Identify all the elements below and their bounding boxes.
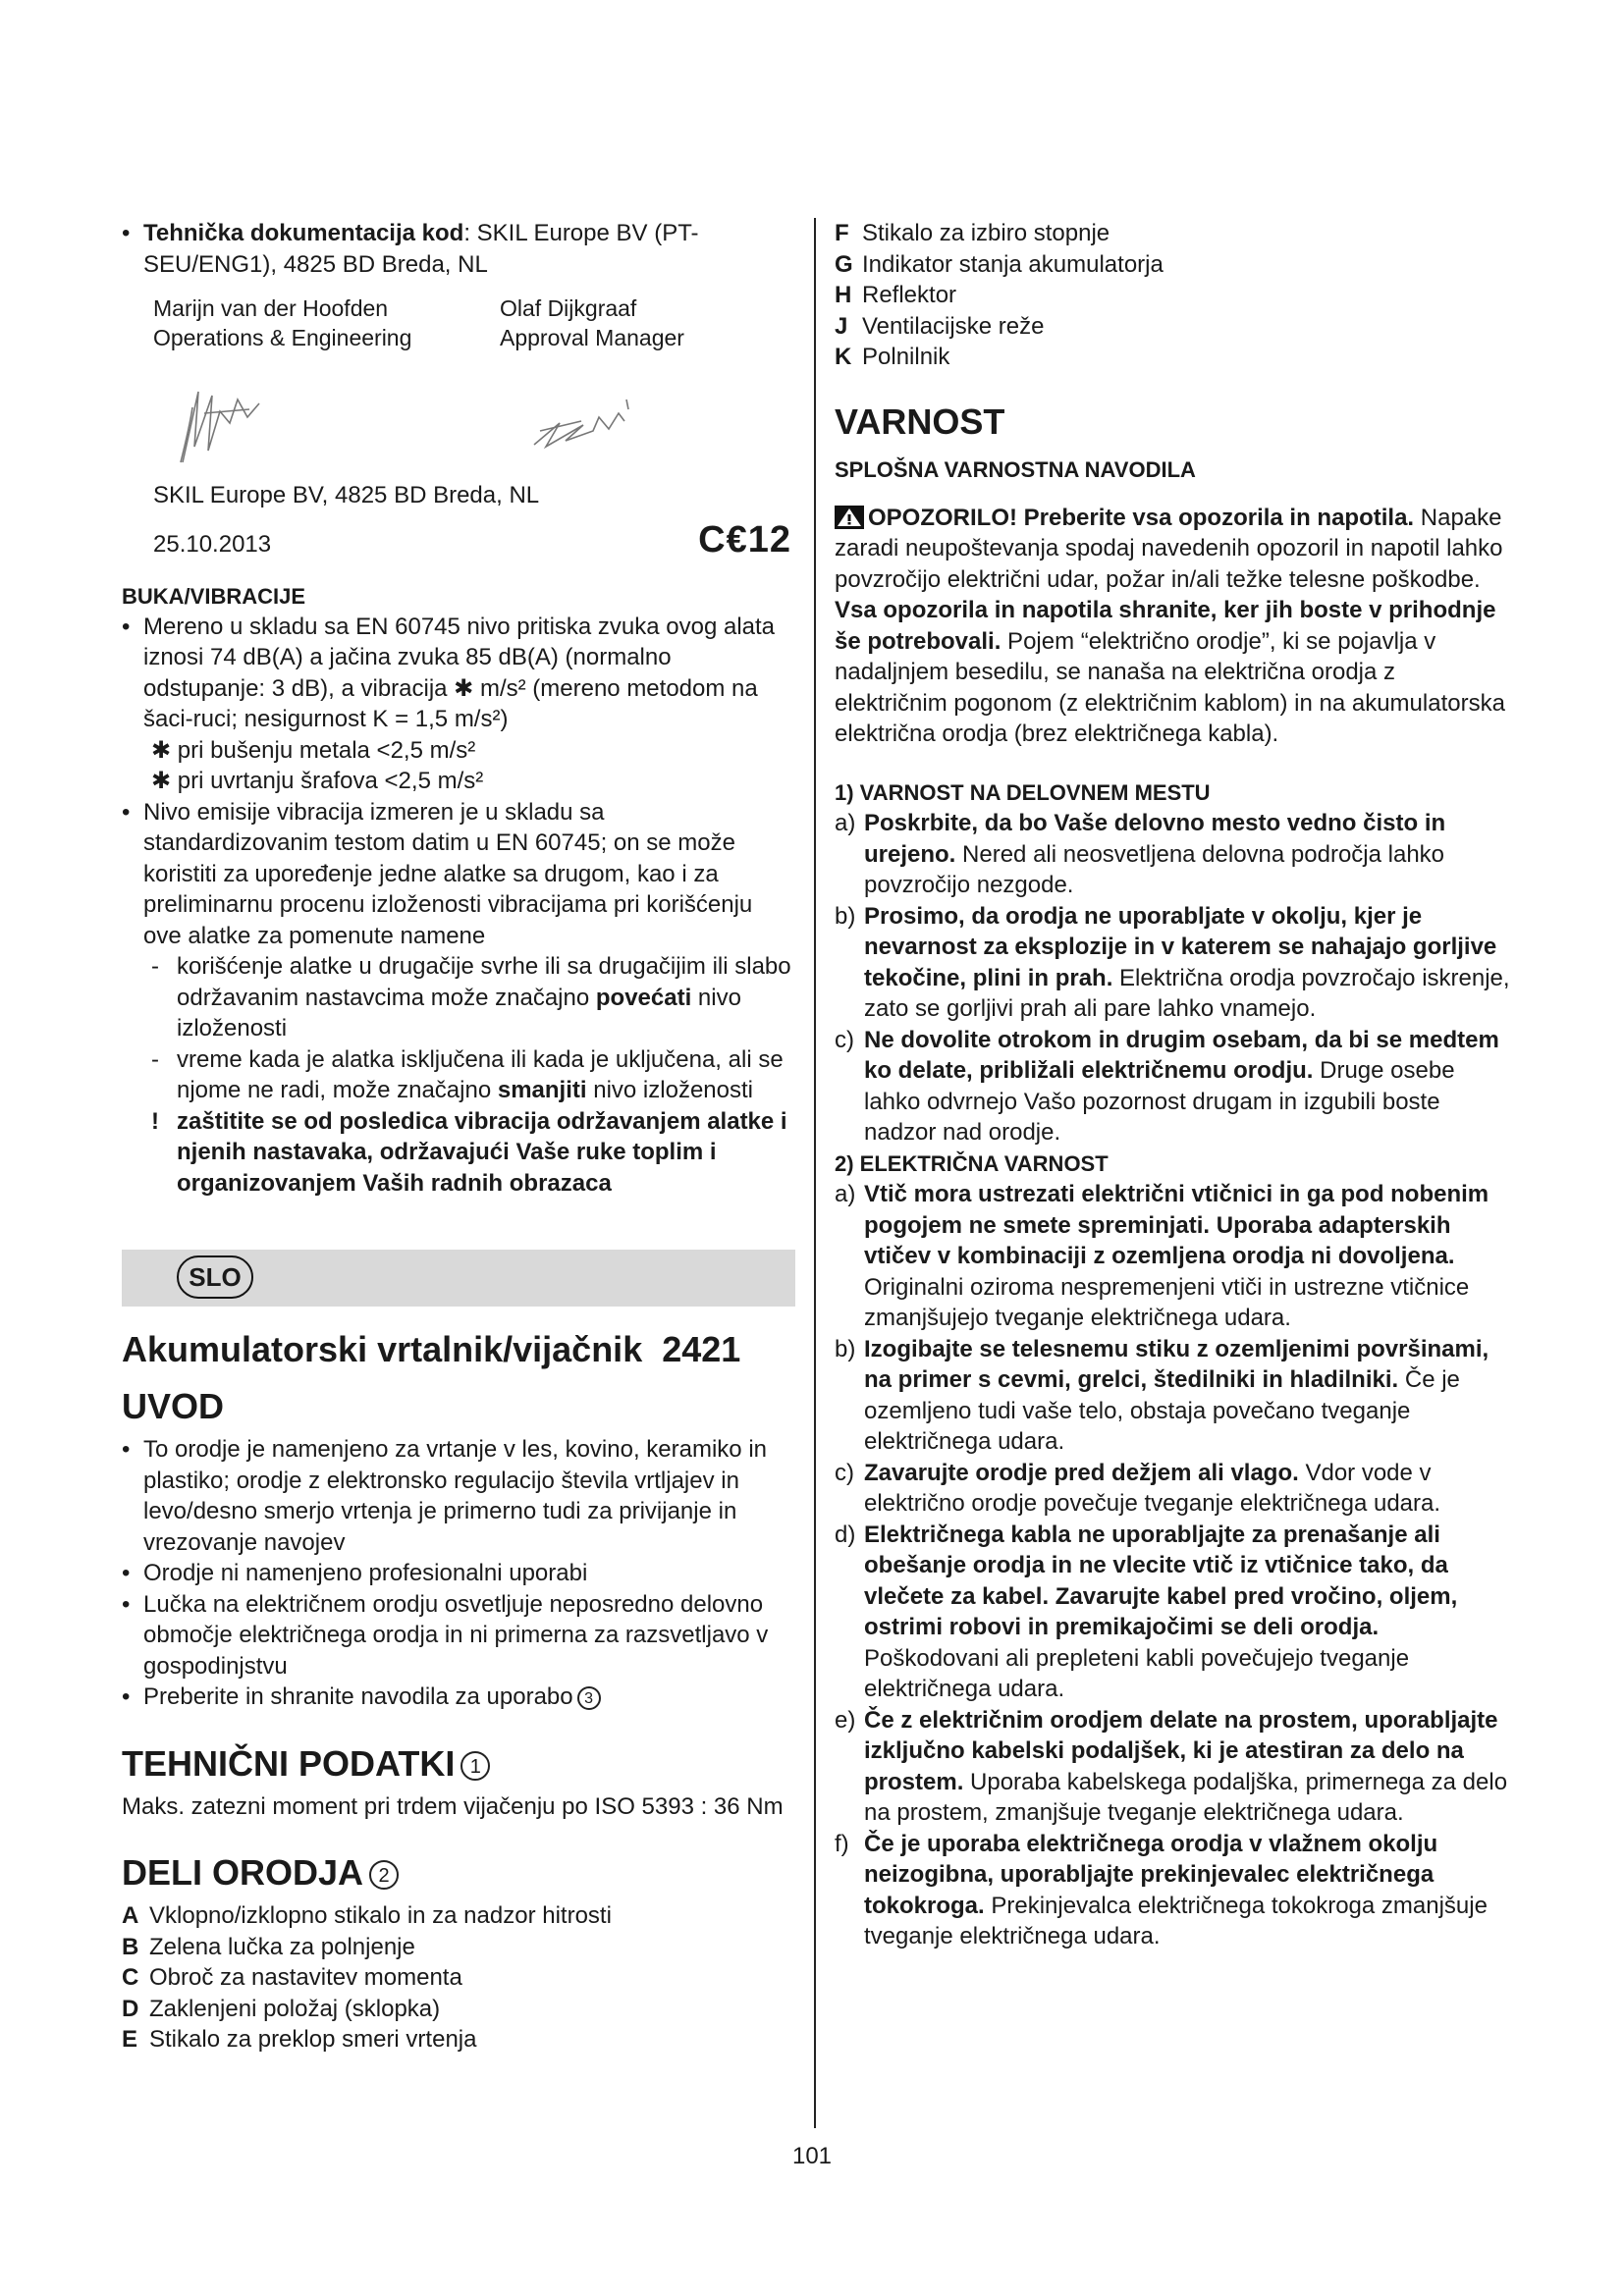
intro-bullet-4: • Preberite in shranite navodila za uporabo 3: [122, 1682, 795, 1713]
section1-item-a: a) Poskrbite, da bo Vaše delovno mesto vedno čisto in urejeno. Nered ali neosvetljena delovna področja lahko povzročijo nezgode.: [835, 810, 1446, 898]
right-column: [835, 218, 1512, 1952]
intro-heading: UVOD: [122, 1386, 225, 1426]
section2-heading: 2) ELEKTRIČNA VARNOST: [835, 1150, 1109, 1176]
section1-item-b: b) Prosimo, da orodja ne uporabljate v okolju, kjer je nevarnost za eksplozije in v katerem se nahajajo gorljive tekočine, plini in prah. Električna orodja povzročajo iskrenje, zato se gorljivi prah ali pare lahko vnamejo.: [835, 902, 1510, 1022]
intro-bullet-3: • Lučka na električnem orodju osvetljuje neposredno delovno območje električnega orodja in ni primerna za razsvetljavo v gospodinjstvu: [122, 1589, 795, 1682]
noise-star-2: ✱ pri uvrtanju šrafova <2,5 m/s²: [151, 768, 484, 794]
techdoc-bullet: • Tehnička dokumentacija kod: SKIL Europe BV (PT-SEU/ENG1), 4825 BD Breda, NL: [122, 218, 795, 280]
ce-mark: C€12: [698, 518, 791, 561]
noise-bullet-2: • Nivo emisije vibracija izmeren je u skladu sa standardizovanim testom datim u EN 60745; on se može koristiti za upoređenje jedne alatke sa drugom, kao i za preliminarnu procenu izloženosti vibracijama pri korišćenju ove alatke za pomenute namene: [122, 797, 795, 952]
general-warning: OPOZORILO! Preberite vsa opozorila in napotila. Napake zaradi neupoštevanja spodaj navedenih opozoril in napotil lahko povzročijo električni udar, požar in/ali težke telesne poškodbe. Vsa opozorila in napotila shranite, ker jih boste v prihodnje še potrebovali. Pojem “električno orodje”, ki se pojavlja v nadaljnjem besedilu, se nanaša na električna orodja z električnim pogonom (z električnim kablom) in na akumulatorska električna orodja (brez električnega kabla).: [835, 504, 1505, 747]
signatory-2-name: Olaf Dijkgraaf: [500, 295, 637, 321]
tech-heading: TEHNIČNI PODATKI 1: [122, 1742, 795, 1786]
noise-dash-2: - vreme kada je alatka isključena ili kada je uključena, ali se njome ne radi, može značajno smanjiti nivo izloženosti: [151, 1045, 784, 1103]
part-f: F Stikalo za izbiro stopnje: [835, 220, 1110, 246]
part-d: D Zaklenjeni položaj (sklopka): [122, 1995, 441, 2022]
section1-item-c: c) Ne dovolite otrokom in drugim osebam, da bi se medtem ko delate, približali električnemu orodju. Druge osebe lahko odvrnejo Vašo pozornost drugam in izgubili boste nadzor nad orodje.: [835, 1026, 1499, 1146]
part-k: K Polnilnik: [835, 344, 950, 370]
noise-star-1: ✱ pri bušenju metala <2,5 m/s²: [151, 736, 476, 764]
signatory-1-role: Operations & Engineering: [153, 325, 412, 350]
figure-ref-2: 2: [369, 1860, 399, 1890]
section2-item-a: a) Vtič mora ustrezati električni vtičnici in ga pod nobenim pogojem ne smete spreminjati. Uporaba adapterskih vtičev v kombinaciji z ozemljena orodja ni dovoljena. Originalni oziroma nespremenjeni vtiči in ustrezne vtičnice zmanjšujejo tveganje električnega udara.: [835, 1181, 1489, 1331]
page-number: 101: [791, 2143, 833, 2169]
section2-item-c: c) Zavarujte orodje pred dežjem ali vlago. Vdor vode v električno orodje povečuje tveganje električnega udara.: [835, 1459, 1441, 1517]
signature-graphics: [122, 352, 795, 480]
language-band: [122, 1250, 795, 1307]
product-title: Akumulatorski vrtalnik/vijačnik 2421: [122, 1329, 741, 1369]
signature-1: [181, 392, 259, 462]
noise-heading: BUKA/VIBRACIJE: [122, 583, 306, 609]
noise-bullet-1: • Mereno u skladu sa EN 60745 nivo pritiska zvuka ovog alata iznosi 74 dB(A) a jačina zvuka 85 dB(A) (normalno odstupanje: 3 dB), a vibracija ✱ m/s² (mereno metodom na šaci-ruci; nesigurnost K = 1,5 m/s²): [122, 612, 795, 735]
section2-item-d: d) Električnega kabla ne uporabljajte za prenašanje ali obešanje orodja in ne vlecite vtič iz vtičnice tako, da vlečete za kabel. Zavarujte kabel pred vročino, oljem, ostrimi robovi in premikajočimi se deli orodja. Poškodovani ali prepleteni kabli povečujejo tveganje električnega udara.: [835, 1521, 1458, 1702]
intro-bullet-1: • To orodje je namenjeno za vrtanje v les, kovino, keramiko in plastiko; orodje z elektronsko regulacijo števila vrtljajev in levo/desno smerjo vrtenja je primerno tudi za privijanje in vrezovanje navojev: [122, 1434, 795, 1558]
column-divider: [814, 218, 816, 2128]
date: 25.10.2013: [153, 530, 272, 558]
signatory-names: [122, 294, 795, 352]
parts-heading: DELI ORODJA 2: [122, 1851, 795, 1895]
section2-item-e: e) Če z električnim orodjem delate na prostem, uporabljajte izključno kabelski podaljšek, ki je atestiran za delo na prostem. Uporaba kabelskega podaljška, primernega za delo na prostem, zmanjšuje tveganje električnega udara.: [835, 1706, 1508, 1826]
company-address: SKIL Europe BV, 4825 BD Breda, NL: [153, 482, 540, 508]
tech-text: Maks. zatezni moment pri trdem vijačenju po ISO 5393 : 36 Nm: [122, 1792, 784, 1820]
signature-2: [534, 400, 628, 447]
part-a: A Vklopno/izklopno stikalo in za nadzor hitrosti: [122, 1902, 612, 1929]
part-e: E Stikalo za preklop smeri vrtenja: [122, 2026, 477, 2053]
part-g: G Indikator stanja akumulatorja: [835, 250, 1164, 278]
signatory-1-name: Marijn van der Hoofden: [153, 295, 389, 321]
intro-bullet-2: • Orodje ni namenjeno profesionalni uporabi: [122, 1558, 795, 1589]
signatures: [122, 352, 795, 480]
signatory-2-role: Approval Manager: [500, 325, 684, 350]
left-column: [122, 218, 795, 2056]
general-safety-heading: SPLOŠNA VARNOSTNA NAVODILA: [835, 456, 1196, 482]
section2-item-b: b) Izogibajte se telesnemu stiku z ozemljenimi površinami, na primer s cevmi, grelci, štedilniki in hladilniki. Če je ozemljeno tudi vaše telo, obstaja povečano tveganje električnega udara.: [835, 1335, 1489, 1455]
language-badge: SLO: [177, 1255, 253, 1299]
figure-ref-1: 1: [460, 1751, 490, 1781]
section1-heading: 1) VARNOST NA DELOVNEM MESTU: [835, 779, 1211, 805]
part-j: J Ventilacijske reže: [835, 312, 1045, 340]
part-b: B Zelena lučka za polnjenje: [122, 1933, 415, 1960]
part-h: H Reflektor: [835, 282, 957, 308]
noise-warning: ! zaštitite se od posledica vibracija održavanjem alatke i njenih nastavaka, održavajući Vaše ruke toplim i organizovanjem Vaših radnih obrazaca: [151, 1107, 787, 1197]
safety-heading: VARNOST: [835, 400, 1005, 442]
noise-dash-1: - korišćenje alatke u drugačije svrhe ili sa drugačijim ili slabo održavanim nastavcima može značajno povećati nivo izloženosti: [151, 953, 791, 1041]
part-c: C Obroč za nastavitev momenta: [122, 1964, 462, 1991]
warning-icon: [835, 506, 864, 529]
figure-ref-3: 3: [577, 1686, 601, 1710]
section2-item-f: f) Če je uporaba električnega orodja v vlažnem okolju neizogibna, uporabljajte prekinjevalec električnega tokokroga. Prekinjevalca električnega tokokroga zmanjšuje tveganje električnega udara.: [835, 1830, 1488, 1949]
